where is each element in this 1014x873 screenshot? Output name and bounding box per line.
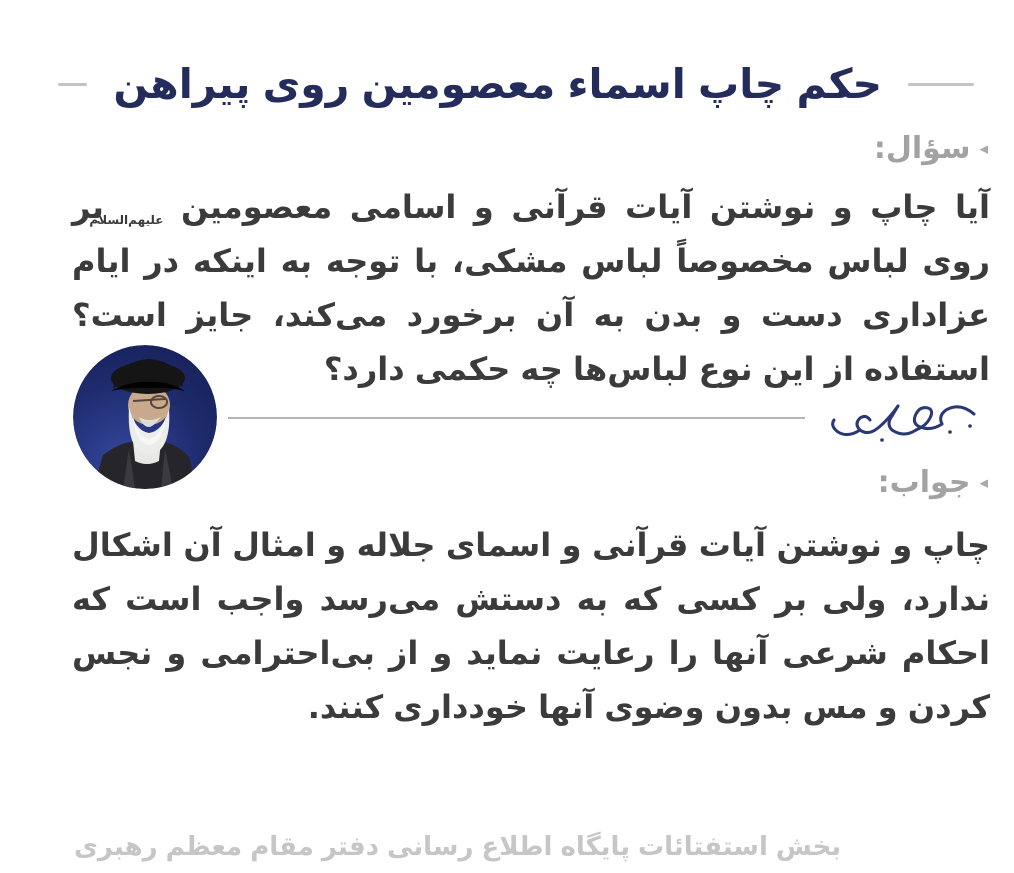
question-label-text: سؤال:	[873, 131, 971, 166]
signature-strokes	[822, 380, 982, 460]
media-divider-line	[228, 417, 805, 419]
question-text	[72, 180, 990, 396]
answer-label-text: جواب:	[877, 465, 971, 500]
answer-text: چاپ و نوشتن آیات قرآنی و اسمای جلاله و امثال آن اشکال ندارد، ولی بر کسی که به دستش می‌رسد واجب است که احکام شرعی آنها را رعایت نماید و از بی‌احترامی و نجس کردن و مس بدون وضوی آنها خودداری کنند.	[72, 526, 990, 726]
question-text-start: آیا چاپ و نوشتن آیات قرآنی و اسامی معصومین	[181, 188, 991, 226]
title-dash-right	[908, 83, 974, 86]
honorific-alayhim-salam: علیهم‌السلام	[89, 213, 164, 227]
left-triangle-icon: ◂	[979, 472, 988, 493]
left-triangle-icon: ◂	[979, 138, 988, 159]
leader-portrait-photo	[73, 345, 217, 489]
signature-calligraphy	[822, 380, 982, 460]
title-dash-left	[58, 83, 87, 86]
page-title: حکم چاپ اسماء معصومین روی پیراهن	[113, 60, 882, 108]
question-text-end: بر روی لباس مخصوصاً لباس مشکی، با توجه به اینکه در ایام عزاداری دست و بدن به آن برخورد می‌کند، جایز است؟ استفاده از این نوع لباس‌ها چه حکمی دارد؟	[72, 188, 990, 388]
header	[58, 60, 974, 109]
question-label	[873, 131, 988, 166]
answer-label	[877, 465, 988, 500]
leader-portrait-drawing	[73, 345, 217, 489]
footer-source: بخش استفتائات پایگاه اطلاع رسانی دفتر مقام معظم رهبری	[74, 832, 842, 862]
